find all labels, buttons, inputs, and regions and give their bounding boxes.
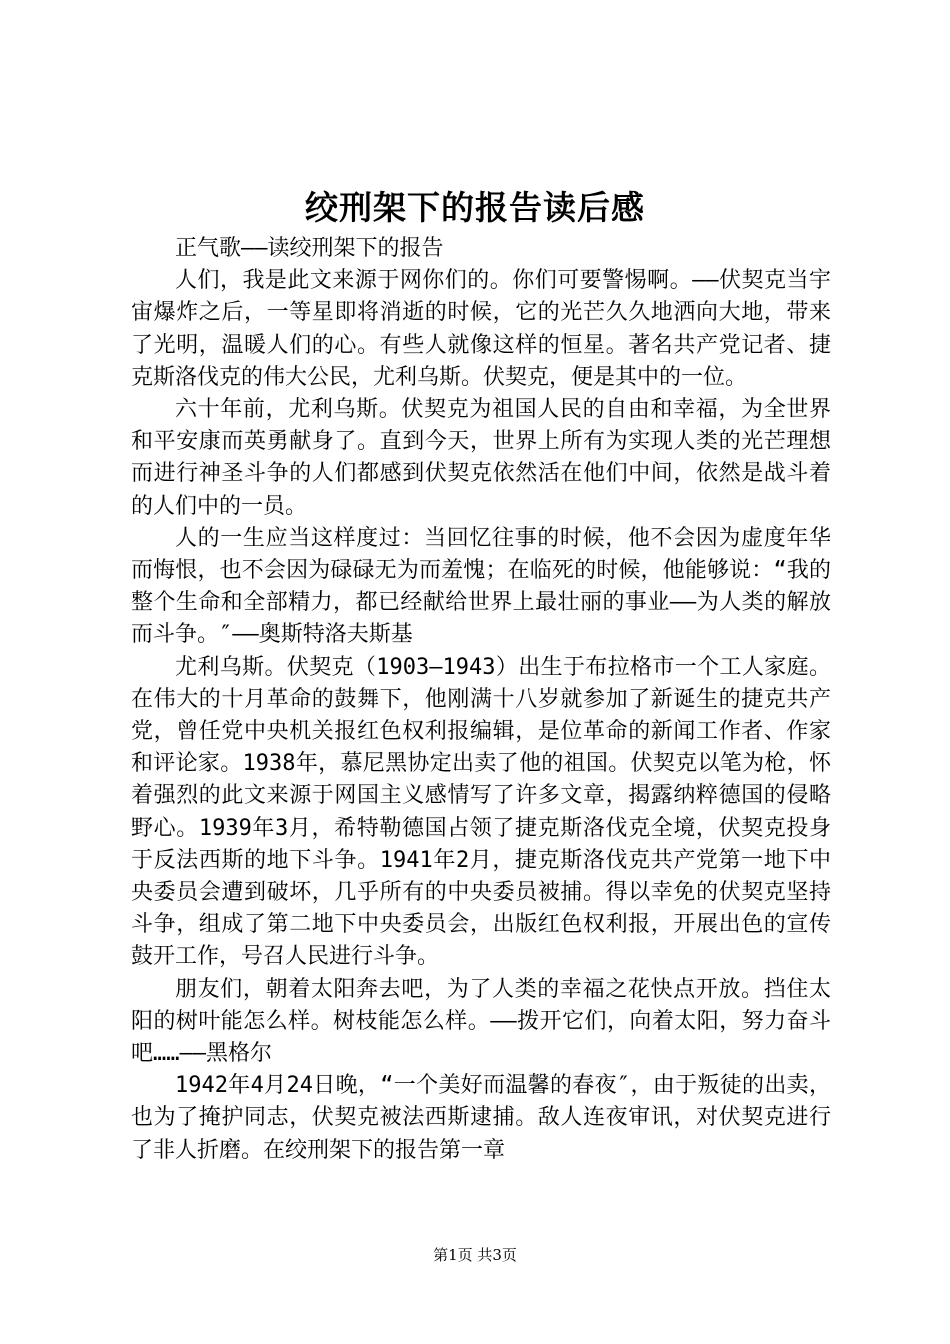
paragraph: 尤利乌斯。伏契克（1903—1943）出生于布拉格市一个工人家庭。在伟大的十月革命的鼓舞下，他刚满十八岁就参加了新诞生的捷克共产党，曾任党中央机关报红色权利报编辑，是位革命的新闻工作者、作家和评论家。1938年，慕尼黑协定出卖了他的祖国。伏契克以笔为枪，怀着强烈的此文来源于网国主义感情写了许多文章，揭露纳粹德国的侵略野心。1939年3月，希特勒德国占领了捷克斯洛伐克全境，伏契克投身于反法西斯的地下斗争。1941年2月，捷克斯洛伐克共产党第一地下中央委员会遭到破坏，几乎所有的中央委员被捕。得以幸免的伏契克坚持斗争，组成了第二地下中央委员会，出版红色权利报，开展出色的宣传鼓开工作，号召人民进行斗争。	[131, 654, 831, 970]
paragraph: 人的一生应当这样度过：当回忆往事的时候，他不会因为虚度年华而悔恨，也不会因为碌碌无为而羞愧；在临死的时候，他能够说：“我的整个生命和全部精力，都已经献给世界上最壮丽的事业——为人类的解放而斗争。″——奥斯特洛夫斯基	[131, 525, 831, 648]
paragraph: 六十年前，尤利乌斯。伏契克为祖国人民的自由和幸福，为全世界和平安康而英勇献身了。直到今天，世界上所有为实现人类的光芒理想而进行神圣斗争的人们都感到伏契克依然活在他们中间，依然是战斗着的人们中的一员。	[131, 397, 831, 519]
paragraph: 1942年4月24日晚，“一个美好而温馨的春夜″，由于叛徒的出卖，也为了掩护同志，伏契克被法西斯逮捕。敌人连夜审讯，对伏契克进行了非人折磨。在绞刑架下的报告第一章	[131, 1073, 831, 1163]
page-number: 第1页	[433, 1246, 473, 1264]
paragraph-subtitle: 正气歌——读绞刑架下的报告	[175, 236, 444, 261]
paragraph: 朋友们，朝着太阳奔去吧，为了人类的幸福之花快点开放。挡住太阳的树叶能怎么样。树枝能怎么样。——拨开它们，向着太阳，努力奋斗吧……——黑格尔	[131, 976, 831, 1067]
paragraph: 人们，我是此文来源于网你们的。你们可要警惕啊。——伏契克当宇宙爆炸之后，一等星即将消逝的时候，它的光芒久久地洒向大地，带来了光明，温暖人们的心。有些人就像这样的恒星。著名共产党记者、捷克斯洛伐克的伟大公民，尤利乌斯。伏契克，便是其中的一位。	[131, 268, 831, 390]
total-pages: 共3页	[477, 1246, 517, 1264]
page-footer	[0, 1244, 950, 1266]
document-title: 绞刑架下的报告读后感	[305, 188, 645, 227]
document-body	[131, 233, 831, 1167]
